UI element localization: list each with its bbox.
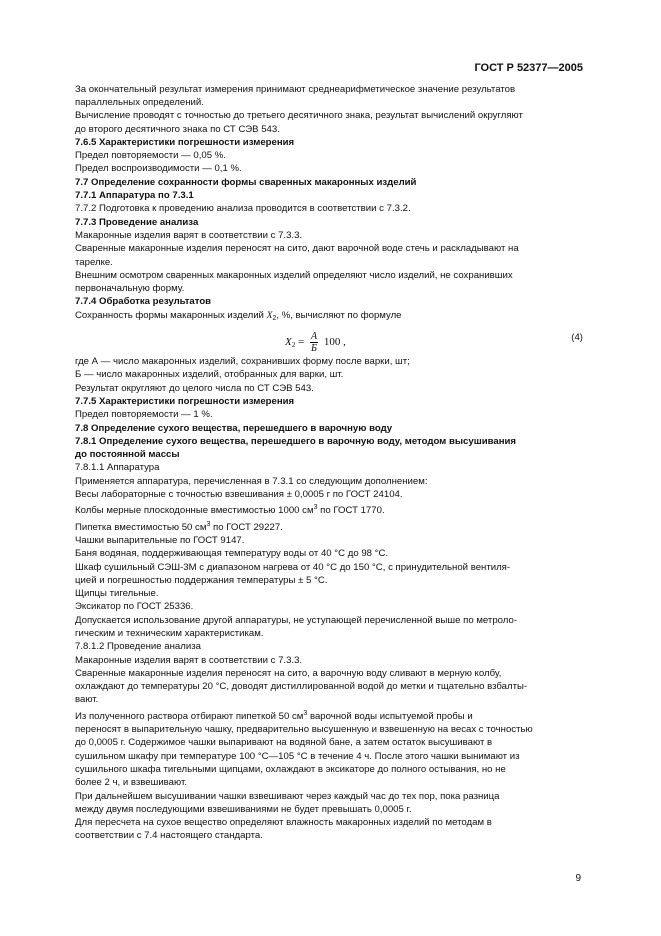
paragraph-line: 7.8.1.1 Аппаратура (75, 462, 160, 474)
paragraph-line: более 2 ч, и взвешивают. (75, 777, 187, 789)
section-heading: 7.8 Определение сухого вещества, перешедшего в варочную воду (75, 422, 393, 434)
paragraph-line: 7.7.2 Подготовка к проведению анализа проводится в соответствии с 7.3.2. (75, 203, 411, 215)
paragraph-line: Предел повторяемости — 1 %. (75, 409, 213, 421)
paragraph-line: соответствии с 7.4 настоящего стандарта. (75, 830, 263, 842)
paragraph-line: сушильном шкафу при температуре 100 °С—105 °С в течение 4 ч. После этого чашки вынимают из (75, 750, 520, 762)
document-body (75, 83, 583, 843)
paragraph-line: охлаждают до температуры 20 °С, доводят дистиллированной водой до метки и тщательно взбалты- (75, 681, 528, 693)
paragraph-line: до 0,0005 г. Содержимое чашки выпаривают на водяной бане, а затем остаток высушивают в (75, 737, 493, 749)
paragraph-line: Эксикатор по ГОСТ 25336. (75, 601, 194, 613)
section-heading: 7.7 Определение сохранности формы сваренных макаронных изделий (75, 176, 417, 188)
formula-expression: $X_2$ = $\frac{А}{Б}$ 100 , (285, 331, 346, 355)
paragraph-line: Макаронные изделия варят в соответствии с 7.3.3. (75, 229, 303, 241)
section-heading: 7.7.3 Проведение анализа (75, 216, 199, 228)
paragraph-line: Предел воспроизводимости — 0,1 %. (75, 163, 242, 175)
paragraph-line: Чашки выпарительные по ГОСТ 9147. (75, 534, 245, 546)
paragraph-line: Допускается использование другой аппаратуры, не уступающей перечисленной выше по метроло- (75, 614, 518, 626)
paragraph-line: Колбы мерные плоскодонные вместимостью 1000 $см^3$ по ГОСТ 1770. (75, 504, 385, 517)
paragraph-line: Сваренные макаронные изделия переносят на сито, дают варочной воде стечь и раскладывают на (75, 243, 519, 255)
section-heading: 7.7.1 Аппаратура по 7.3.1 (75, 190, 194, 202)
paragraph-line: Макаронные изделия варят в соответствии с 7.3.3. (75, 654, 303, 666)
formula-number: (4) (571, 332, 583, 344)
paragraph-line: Результат округляют до целого числа по СТ СЭВ 543. (75, 382, 314, 394)
section-heading: до постоянной массы (75, 449, 180, 461)
paragraph-line: между двумя последующими взвешиваниями не будет превышать 0,0005 г. (75, 803, 412, 815)
paragraph-line: параллельных определений. (75, 97, 204, 108)
paragraph-line: гическим и техническим характеристикам. (75, 627, 264, 639)
paragraph-line: вают. (75, 694, 99, 706)
section-heading: 7.7.5 Характеристики погрешности измерения (75, 395, 295, 407)
paragraph-line: Щипцы тигельные. (75, 588, 159, 600)
text-lines (75, 83, 583, 843)
paragraph-line: Вычисление проводят с точностью до третьего десятичного знака, результат вычислений округляют (75, 110, 523, 122)
paragraph-line: 7.8.1.2 Проведение анализа (75, 641, 201, 653)
paragraph-line: При дальнейшем высушивании чашки взвешивают через каждый час до тех пор, пока разница (75, 790, 500, 802)
paragraph-line: где А — число макаронных изделий, сохранивших форму после варки, шт; (75, 356, 410, 368)
page-number: 9 (575, 873, 581, 884)
paragraph-line: тарелке. (75, 256, 113, 268)
paragraph-line: Внешним осмотром сваренных макаронных изделий определяют число изделий, не сохранивших (75, 269, 513, 281)
paragraph-line: первоначальную форму. (75, 283, 185, 295)
paragraph-line: Применяется аппаратура, перечисленная в 7.3.1 со следующим дополнением: (75, 475, 428, 487)
paragraph-line: Шкаф сушильный СЭШ-3М с диапазоном нагрева от 40 °С до 150 °С, с принудительной вентиля- (75, 561, 511, 573)
paragraph-line: Из полученного раствора отбирают пипеткой 50 $см^3$ варочной воды испытуемой пробы и (75, 709, 473, 722)
formula-4 (75, 325, 583, 355)
section-heading: 7.6.5 Характеристики погрешности измерения (75, 136, 295, 148)
paragraph-line: цией и погрешностью поддержания температуры ± 5 °С. (75, 574, 328, 586)
paragraph-line: Весы лабораторные с точностью взвешивания ± 0,0005 г по ГОСТ 24104. (75, 489, 403, 501)
paragraph-line: Б — число макаронных изделий, отобранных для варки, шт. (75, 369, 344, 381)
fraction: $\frac{А}{Б}$ (310, 331, 318, 355)
paragraph-line: Баня водяная, поддерживающая температуру воды от 40 °С до 98 °С. (75, 548, 389, 560)
document-code-header: ГОСТ Р 52377—2005 (474, 62, 583, 74)
paragraph-line: Сохранность формы макаронных изделий $X_2$, %, вычисляют по формуле (75, 309, 402, 322)
paragraph-line: Для пересчета на сухое вещество определяют влажность макаронных изделий по методам в (75, 817, 492, 829)
paragraph-line: сушильного шкафа тигельными щипцами, охлаждают в эксикаторе до полного остывания, но не (75, 763, 506, 775)
paragraph-line: За окончательный результат измерения принимают среднеарифметическое значение результатов (75, 83, 516, 95)
paragraph-line: до второго десятичного знака по СТ СЭВ 543. (75, 123, 280, 135)
paragraph-line: Сваренные макаронные изделия переносят на сито, а варочную воду сливают в мерную колбу, (75, 667, 502, 679)
section-heading: 7.8.1 Определение сухого вещества, перешедшего в варочную воду, методом высушивания (75, 435, 516, 447)
paragraph-line: Предел повторяемости — 0,05 %. (75, 150, 226, 162)
paragraph-line: Пипетка вместимостью 50 $см^3$ по ГОСТ 29227. (75, 520, 283, 533)
section-heading: 7.7.4 Обработка результатов (75, 296, 212, 308)
paragraph-line: переносят в выпарительную чашку, предварительно высушенную и взвешенную на весах с точностью (75, 724, 533, 736)
